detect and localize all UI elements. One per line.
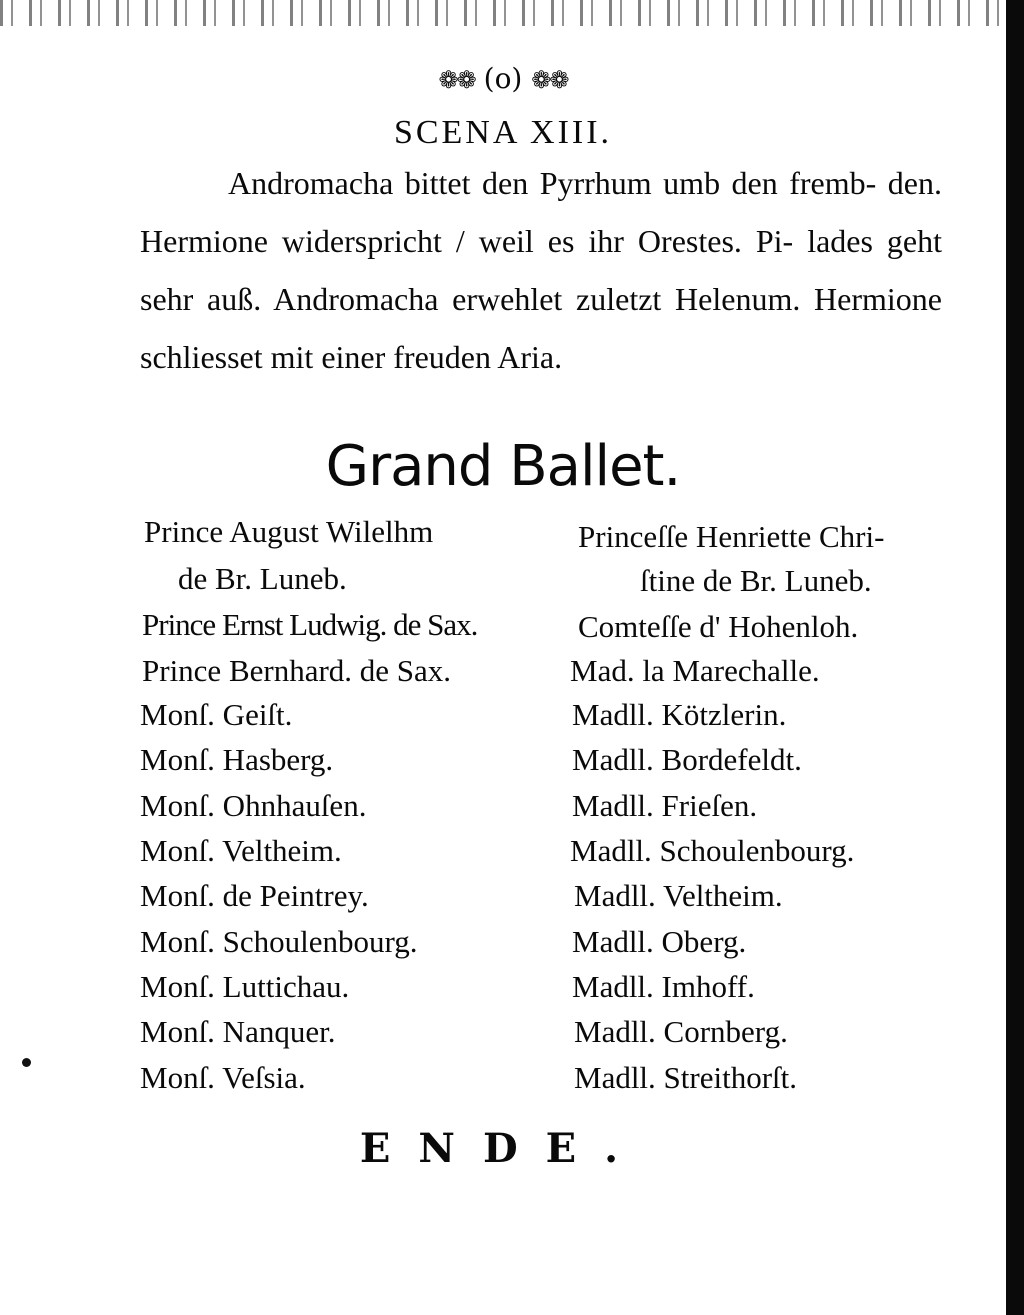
scan-right-border [1006, 0, 1024, 1315]
list-item: ſtine de Br. Luneb. [640, 563, 872, 598]
list-item: Prince Ernst Ludwig. de Sax. [142, 607, 478, 642]
summary-line: lades geht sehr auß. Andromacha erwehlet zuletzt [140, 223, 943, 317]
list-item: Madll. Veltheim. [574, 878, 783, 913]
list-item: Madll. Frieſen. [572, 788, 758, 823]
list-item: Monſ. Veltheim. [140, 833, 342, 868]
list-item: Prince Bernhard. de Sax. [142, 653, 452, 688]
ornament-right-icon: ❁❁ [531, 66, 568, 94]
list-item: Madll. Cornberg. [574, 1014, 788, 1049]
page-number: (o) [483, 62, 523, 95]
ink-spot [22, 1058, 31, 1067]
list-item: Prince August Wilelhm [144, 514, 434, 549]
list-item: Monſ. Ohnhauſen. [140, 788, 367, 823]
summary-line: Andromacha bittet den Pyrrhum umb den fremb- [228, 165, 888, 201]
list-item: Monſ. Luttichau. [140, 969, 350, 1004]
list-item: Monſ. Hasberg. [140, 742, 334, 777]
summary-line: den. Hermione widerspricht / weil es ihr Orestes. Pi- [140, 165, 942, 259]
list-item: Madll. Kötzlerin. [572, 697, 787, 732]
list-item: Madll. Oberg. [572, 924, 747, 959]
list-item: Princeſſe Henriette Chri- [578, 519, 885, 554]
scan-top-edge [0, 0, 1024, 26]
list-item: Madll. Imhoff. [572, 969, 755, 1004]
scene-heading: SCENA XIII. [393, 114, 613, 151]
scene-summary [140, 154, 942, 386]
ballet-title: Grand Ballet. [325, 434, 681, 499]
list-item: Monſ. Veſsia. [140, 1060, 306, 1095]
ornament-left-icon: ❁❁ [438, 66, 475, 94]
list-item: Madll. Schoulenbourg. [570, 833, 855, 868]
list-item: Monſ. Nanquer. [140, 1014, 336, 1049]
list-item: Monſ. Geiſt. [140, 697, 293, 732]
list-item: Monſ. Schoulenbourg. [140, 924, 418, 959]
finis-mark: ENDE. [359, 1125, 647, 1172]
summary-line: Aria. [497, 339, 563, 375]
page-header [0, 62, 1006, 95]
list-item: Comteſſe d' Hohenloh. [578, 609, 859, 644]
list-item: Monſ. de Peintrey. [140, 878, 369, 913]
summary-line: Helenum. Hermione schliesset mit einer freuden [140, 281, 943, 375]
list-item: Mad. la Marechalle. [570, 653, 820, 688]
list-item: de Br. Luneb. [178, 561, 347, 596]
list-item: Madll. Streithorſt. [574, 1060, 798, 1095]
list-item: Madll. Bordefeldt. [572, 742, 802, 777]
